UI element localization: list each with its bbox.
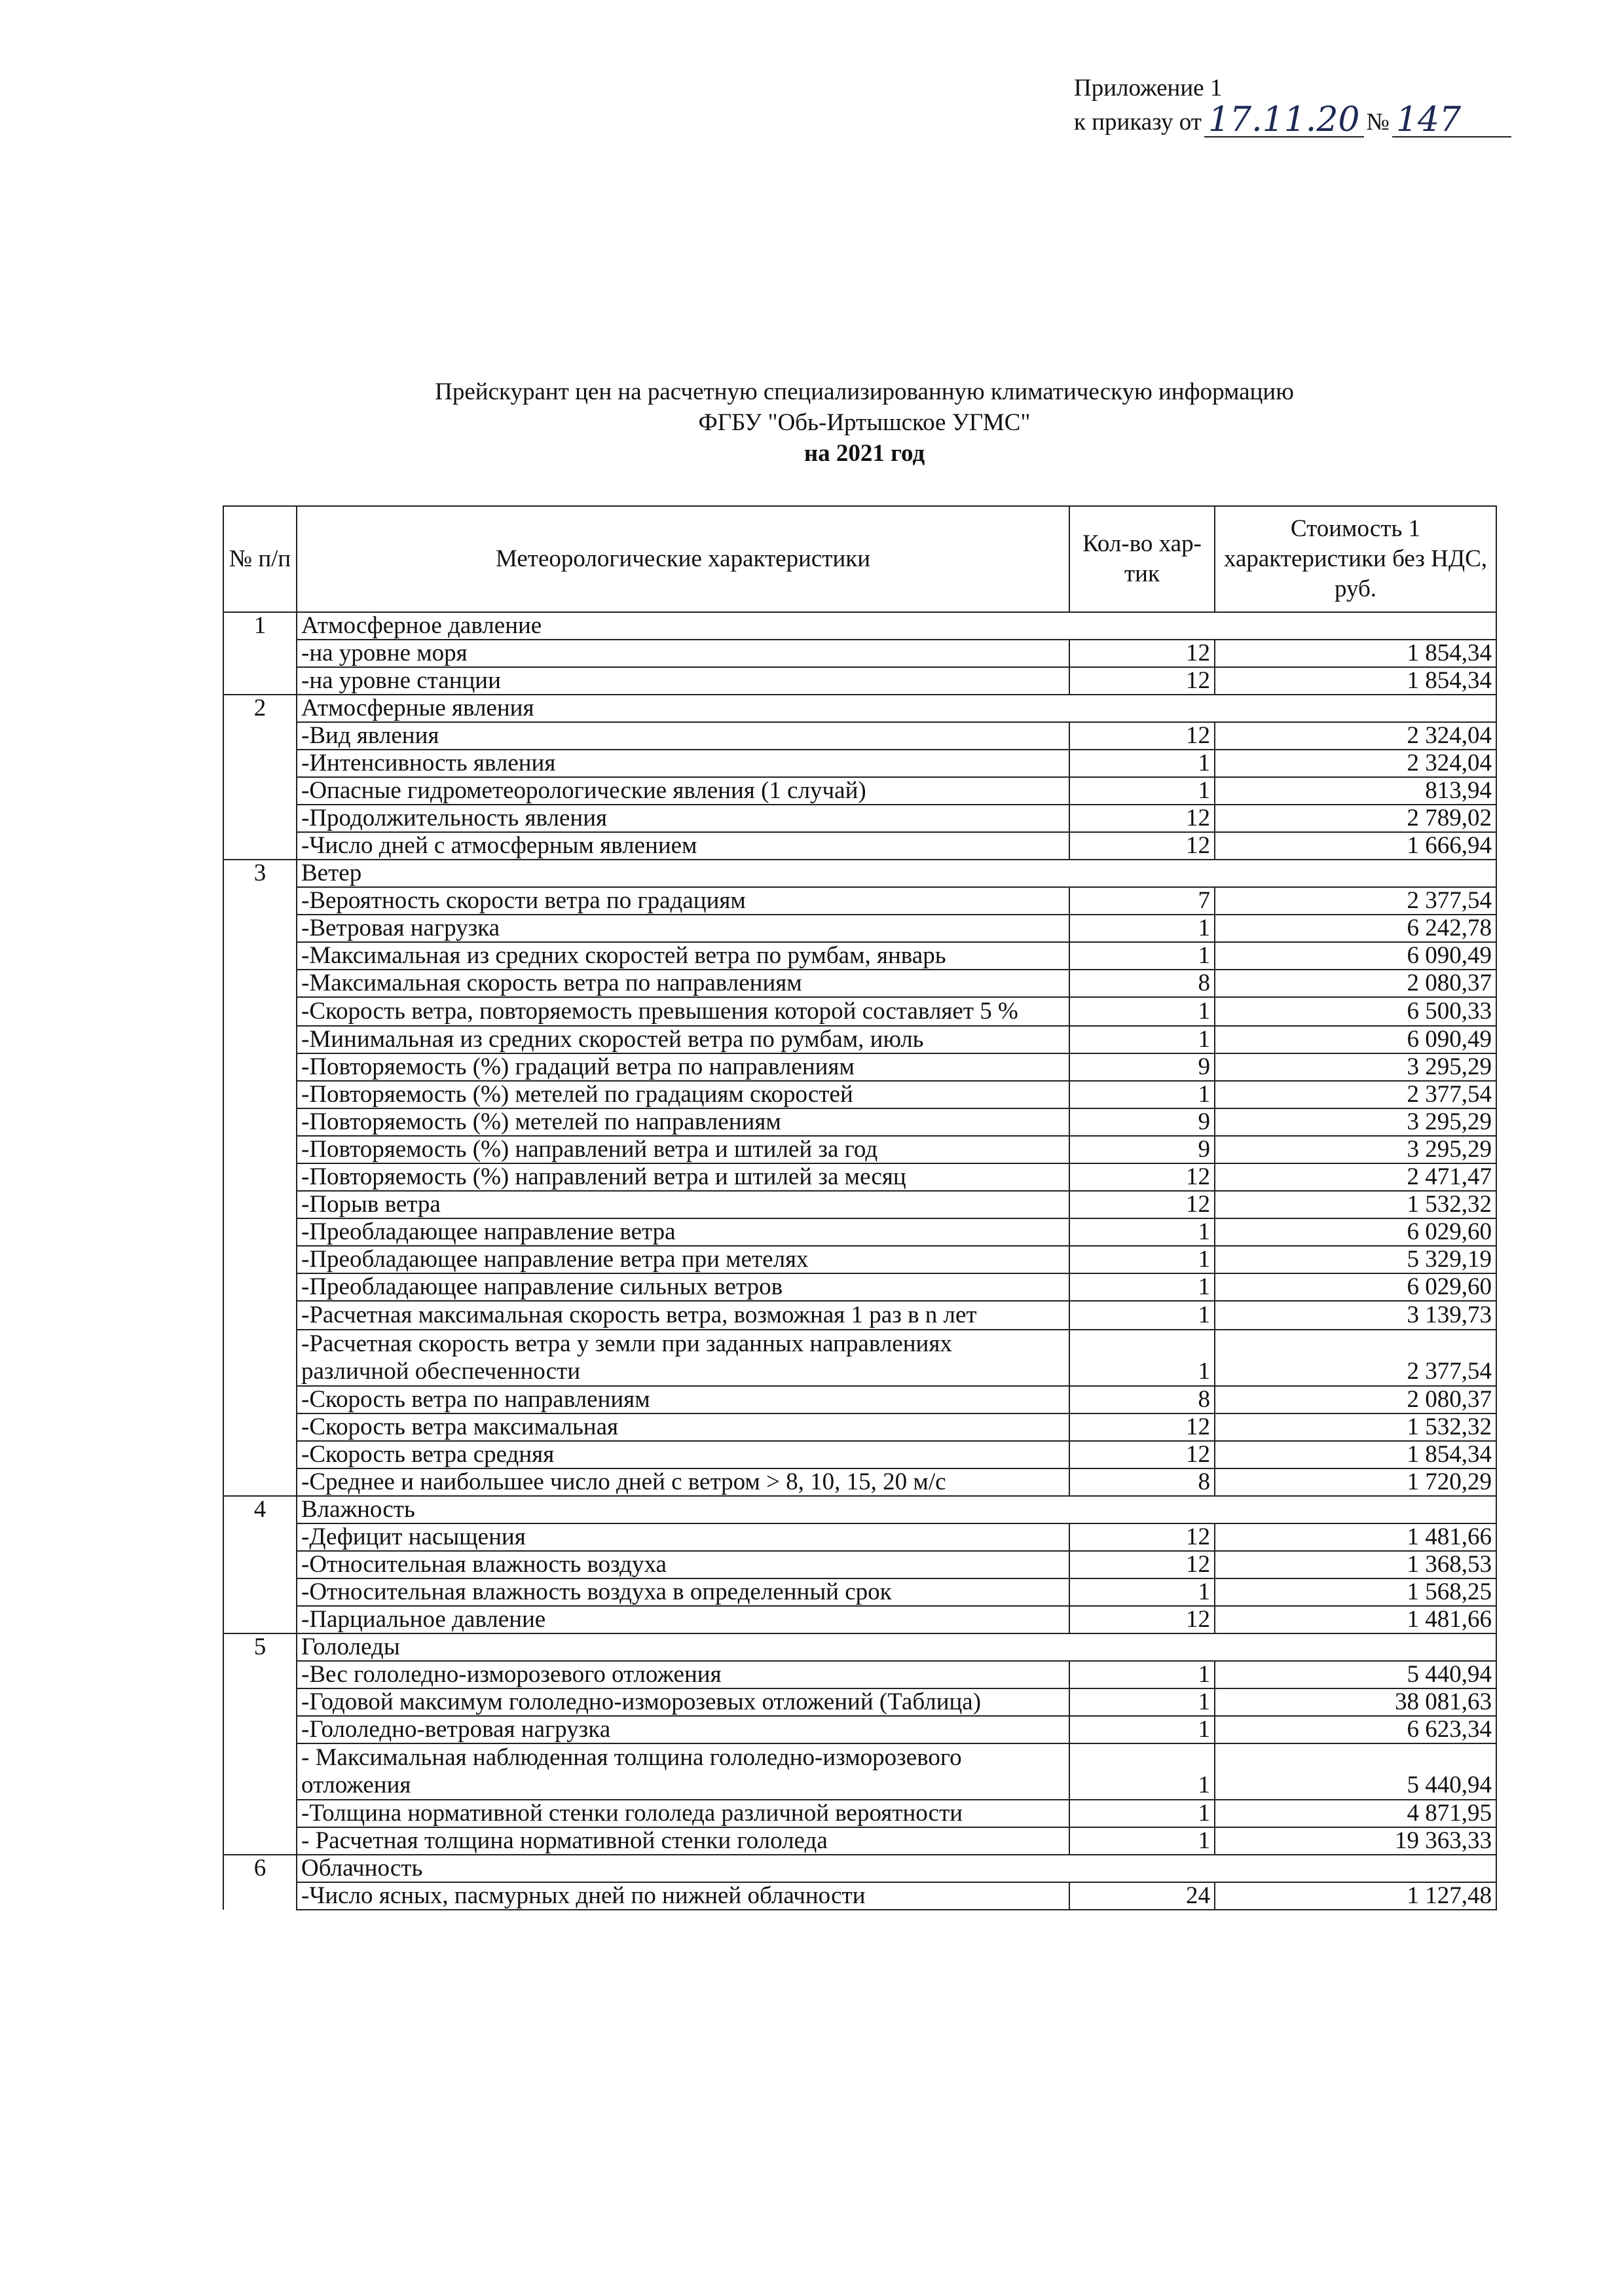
table-row [223,1413,1496,1441]
row-number [223,1523,297,1551]
characteristic-quantity: 1 [1069,1743,1215,1800]
characteristic-price: 6 090,49 [1215,1026,1496,1053]
table-row [223,942,1496,970]
characteristic-quantity: 1 [1069,997,1215,1026]
section-row [223,612,1496,640]
table-row [223,1163,1496,1191]
table-row [223,1301,1496,1330]
characteristic-price: 2 080,37 [1215,1386,1496,1413]
characteristic-quantity: 12 [1069,805,1215,832]
characteristic-quantity: 9 [1069,1136,1215,1163]
characteristic-quantity: 12 [1069,640,1215,667]
characteristic-name: -Вид явления [297,722,1069,750]
characteristic-price: 4 871,95 [1215,1800,1496,1827]
section-row [223,860,1496,887]
characteristic-name: -Вероятность скорости ветра по градациям [297,887,1069,915]
table-row [223,1882,1496,1910]
table-row [223,1551,1496,1578]
table-row [223,832,1496,860]
row-number [223,1108,297,1136]
characteristic-name: - Максимальная наблюденная толщина гололедно-изморозевого отложения [297,1743,1069,1800]
characteristic-price: 1 368,53 [1215,1551,1496,1578]
header-quantity: Кол-во хар-тик [1069,506,1215,612]
characteristic-name: -Повторяемость (%) направлений ветра и штилей за год [297,1136,1069,1163]
characteristic-quantity: 12 [1069,1606,1215,1633]
table-row [223,1386,1496,1413]
appendix-note [1074,73,1514,137]
characteristic-name: -Число ясных, пасмурных дней по нижней облачности [297,1882,1069,1910]
row-number [223,1606,297,1633]
characteristic-quantity: 12 [1069,832,1215,860]
characteristic-quantity: 1 [1069,1330,1215,1386]
characteristic-name: -Толщина нормативной стенки гололеда различной вероятности [297,1800,1069,1827]
characteristic-name: -Относительная влажность воздуха [297,1551,1069,1578]
characteristic-name: -Расчетная скорость ветра у земли при заданных направлениях различной обеспеченности [297,1330,1069,1386]
characteristic-name: -на уровне моря [297,640,1069,667]
table-row [223,915,1496,942]
characteristic-price: 6 623,34 [1215,1716,1496,1743]
characteristic-price: 2 377,54 [1215,1081,1496,1108]
table-row [223,1578,1496,1606]
table-row [223,1081,1496,1108]
characteristic-name: -Скорость ветра средняя [297,1441,1069,1468]
handwritten-order-number: 147 [1392,103,1511,137]
characteristic-price: 1 720,29 [1215,1468,1496,1496]
row-number [223,1386,297,1413]
characteristic-quantity: 8 [1069,970,1215,997]
characteristic-quantity: 1 [1069,1081,1215,1108]
characteristic-name: -Скорость ветра по направлениям [297,1386,1069,1413]
characteristic-name: -Опасные гидрометеорологические явления (1 случай) [297,777,1069,805]
section-name: Атмосферные явления [297,695,1496,722]
characteristic-name: -Порыв ветра [297,1191,1069,1218]
characteristic-name: -Интенсивность явления [297,750,1069,777]
characteristic-quantity: 1 [1069,1246,1215,1273]
characteristic-name: -Ветровая нагрузка [297,915,1069,942]
table-row [223,1468,1496,1496]
characteristic-quantity: 12 [1069,1441,1215,1468]
section-row [223,695,1496,722]
characteristic-name: -Парциальное давление [297,1606,1069,1633]
characteristic-quantity: 1 [1069,1301,1215,1330]
section-row [223,1496,1496,1523]
characteristic-name: -Преобладающее направление ветра при метелях [297,1246,1069,1273]
characteristic-price: 5 440,94 [1215,1661,1496,1688]
characteristic-name: -на уровне станции [297,667,1069,695]
characteristic-name: -Относительная влажность воздуха в определенный срок [297,1578,1069,1606]
row-number [223,1163,297,1191]
table-row [223,1108,1496,1136]
characteristic-price: 6 242,78 [1215,915,1496,942]
table-row [223,887,1496,915]
characteristic-price: 813,94 [1215,777,1496,805]
characteristic-price: 6 500,33 [1215,997,1496,1026]
table-row [223,1191,1496,1218]
section-name: Ветер [297,860,1496,887]
characteristic-name: - Расчетная толщина нормативной стенки гололеда [297,1827,1069,1855]
characteristic-price: 1 854,34 [1215,640,1496,667]
characteristic-quantity: 12 [1069,1523,1215,1551]
characteristic-name: -Годовой максимум гололедно-изморозевых отложений (Таблица) [297,1688,1069,1716]
row-number [223,997,297,1026]
appendix-title: Приложение 1 [1074,75,1223,101]
characteristic-price: 5 329,19 [1215,1246,1496,1273]
characteristic-price: 1 568,25 [1215,1578,1496,1606]
row-number [223,1330,297,1386]
table-row [223,997,1496,1026]
row-number: 4 [223,1496,297,1523]
row-number: 5 [223,1633,297,1661]
characteristic-price: 19 363,33 [1215,1827,1496,1855]
row-number [223,1246,297,1273]
section-row [223,1855,1496,1882]
row-number [223,1301,297,1330]
characteristic-name: -Продолжительность явления [297,805,1069,832]
characteristic-quantity: 12 [1069,1163,1215,1191]
table-row [223,750,1496,777]
row-number [223,667,297,695]
characteristic-name: -Повторяемость (%) метелей по градациям скоростей [297,1081,1069,1108]
row-number [223,1191,297,1218]
characteristic-quantity: 12 [1069,1191,1215,1218]
table-row [223,1330,1496,1386]
order-reference [1074,100,1514,139]
row-number [223,1026,297,1053]
characteristic-quantity: 1 [1069,1661,1215,1688]
characteristic-name: -Повторяемость (%) направлений ветра и штилей за месяц [297,1163,1069,1191]
header-characteristics: Метеорологические характеристики [297,506,1069,612]
table-row [223,1606,1496,1633]
table-row [223,1827,1496,1855]
characteristic-price: 2 324,04 [1215,750,1496,777]
table-row [223,805,1496,832]
row-number [223,722,297,750]
row-number [223,1273,297,1301]
characteristic-price: 6 029,60 [1215,1273,1496,1301]
section-row [223,1633,1496,1661]
table-row [223,970,1496,997]
characteristic-name: -Дефицит насыщения [297,1523,1069,1551]
characteristic-price: 1 532,32 [1215,1413,1496,1441]
characteristic-quantity: 1 [1069,1026,1215,1053]
table-row [223,1441,1496,1468]
document-title [0,376,1624,469]
row-number: 3 [223,860,297,887]
row-number [223,1413,297,1441]
table-row [223,1743,1496,1800]
table-row [223,1026,1496,1053]
characteristic-name: -Максимальная скорость ветра по направлениям [297,970,1069,997]
characteristic-quantity: 8 [1069,1468,1215,1496]
characteristic-price: 3 295,29 [1215,1053,1496,1081]
row-number [223,1882,297,1910]
characteristic-quantity: 1 [1069,915,1215,942]
row-number [223,1053,297,1081]
characteristic-name: -Расчетная максимальная скорость ветра, возможная 1 раз в n лет [297,1301,1069,1330]
characteristic-name: -Гололедно-ветровая нагрузка [297,1716,1069,1743]
row-number [223,1661,297,1688]
characteristic-name: -Среднее и наибольшее число дней с ветром > 8, 10, 15, 20 м/с [297,1468,1069,1496]
table-row [223,1136,1496,1163]
row-number [223,1688,297,1716]
table-row [223,1273,1496,1301]
characteristic-name: -Преобладающее направление ветра [297,1218,1069,1246]
characteristic-name: -Повторяемость (%) метелей по направлениям [297,1108,1069,1136]
title-year: на 2021 год [803,440,925,467]
title-line-2: ФГБУ "Обь-Иртышское УГМС" [698,409,1031,436]
table-row [223,1246,1496,1273]
header-price: Стоимость 1 характеристики без НДС, руб. [1215,506,1496,612]
row-number [223,1468,297,1496]
characteristic-quantity: 1 [1069,750,1215,777]
characteristic-name: -Скорость ветра максимальная [297,1413,1069,1441]
row-number [223,750,297,777]
row-number [223,832,297,860]
characteristic-name: -Повторяемость (%) градаций ветра по направлениям [297,1053,1069,1081]
characteristic-name: -Число дней с атмосферным явлением [297,832,1069,860]
order-number-sign: № [1366,109,1390,136]
characteristic-price: 6 090,49 [1215,942,1496,970]
table-row [223,1716,1496,1743]
table-row [223,1053,1496,1081]
characteristic-quantity: 1 [1069,777,1215,805]
row-number [223,640,297,667]
characteristic-quantity: 12 [1069,667,1215,695]
characteristic-name: -Максимальная из средних скоростей ветра по румбам, январь [297,942,1069,970]
characteristic-price: 2 377,54 [1215,887,1496,915]
characteristic-quantity: 1 [1069,1578,1215,1606]
characteristic-quantity: 1 [1069,1688,1215,1716]
characteristic-price: 1 127,48 [1215,1882,1496,1910]
row-number [223,1800,297,1827]
row-number [223,1218,297,1246]
characteristic-name: -Минимальная из средних скоростей ветра по румбам, июль [297,1026,1069,1053]
table-row [223,640,1496,667]
handwritten-date-signature: 17.11.20 [1204,103,1364,137]
price-list-table [223,505,1497,1910]
row-number [223,970,297,997]
characteristic-price: 1 532,32 [1215,1191,1496,1218]
row-number: 1 [223,612,297,640]
table-header-row [223,506,1496,612]
row-number: 6 [223,1855,297,1882]
table-row [223,1218,1496,1246]
characteristic-price: 1 854,34 [1215,1441,1496,1468]
section-name: Облачность [297,1855,1496,1882]
characteristic-price: 38 081,63 [1215,1688,1496,1716]
characteristic-quantity: 8 [1069,1386,1215,1413]
row-number [223,1716,297,1743]
characteristic-name: -Вес гололедно-изморозевого отложения [297,1661,1069,1688]
row-number [223,915,297,942]
row-number [223,1827,297,1855]
row-number [223,887,297,915]
characteristic-price: 2 324,04 [1215,722,1496,750]
characteristic-name: -Скорость ветра, повторяемость превышения которой составляет 5 % [297,997,1069,1026]
characteristic-quantity: 7 [1069,887,1215,915]
title-line-1: Прейскурант цен на расчетную специализированную климатическую информацию [435,378,1294,405]
row-number [223,1551,297,1578]
characteristic-quantity: 9 [1069,1108,1215,1136]
characteristic-quantity: 1 [1069,1273,1215,1301]
row-number [223,1578,297,1606]
characteristic-price: 1 481,66 [1215,1606,1496,1633]
table-body [223,612,1496,1910]
characteristic-quantity: 1 [1069,1800,1215,1827]
characteristic-price: 1 854,34 [1215,667,1496,695]
table-row [223,1800,1496,1827]
characteristic-price: 2 080,37 [1215,970,1496,997]
table-row [223,1523,1496,1551]
row-number [223,1441,297,1468]
characteristic-price: 3 139,73 [1215,1301,1496,1330]
row-number [223,1743,297,1800]
characteristic-quantity: 1 [1069,1218,1215,1246]
table-row [223,1661,1496,1688]
characteristic-quantity: 24 [1069,1882,1215,1910]
section-name: Влажность [297,1496,1496,1523]
characteristic-price: 2 377,54 [1215,1330,1496,1386]
characteristic-quantity: 1 [1069,1716,1215,1743]
section-name: Атмосферное давление [297,612,1496,640]
characteristic-price: 2 471,47 [1215,1163,1496,1191]
order-prefix: к приказу от [1074,109,1202,136]
characteristic-price: 2 789,02 [1215,805,1496,832]
row-number [223,777,297,805]
characteristic-price: 3 295,29 [1215,1108,1496,1136]
characteristic-name: -Преобладающее направление сильных ветров [297,1273,1069,1301]
characteristic-quantity: 12 [1069,1413,1215,1441]
table-row [223,1688,1496,1716]
row-number [223,942,297,970]
table-row [223,667,1496,695]
characteristic-price: 3 295,29 [1215,1136,1496,1163]
characteristic-price: 5 440,94 [1215,1743,1496,1800]
characteristic-quantity: 12 [1069,1551,1215,1578]
characteristic-price: 6 029,60 [1215,1218,1496,1246]
characteristic-quantity: 1 [1069,942,1215,970]
characteristic-quantity: 9 [1069,1053,1215,1081]
section-name: Гололеды [297,1633,1496,1661]
header-number: № п/п [223,506,297,612]
row-number [223,805,297,832]
table-row [223,777,1496,805]
characteristic-quantity: 12 [1069,722,1215,750]
row-number: 2 [223,695,297,722]
characteristic-price: 1 481,66 [1215,1523,1496,1551]
characteristic-price: 1 666,94 [1215,832,1496,860]
characteristic-quantity: 1 [1069,1827,1215,1855]
row-number [223,1081,297,1108]
table-row [223,722,1496,750]
row-number [223,1136,297,1163]
